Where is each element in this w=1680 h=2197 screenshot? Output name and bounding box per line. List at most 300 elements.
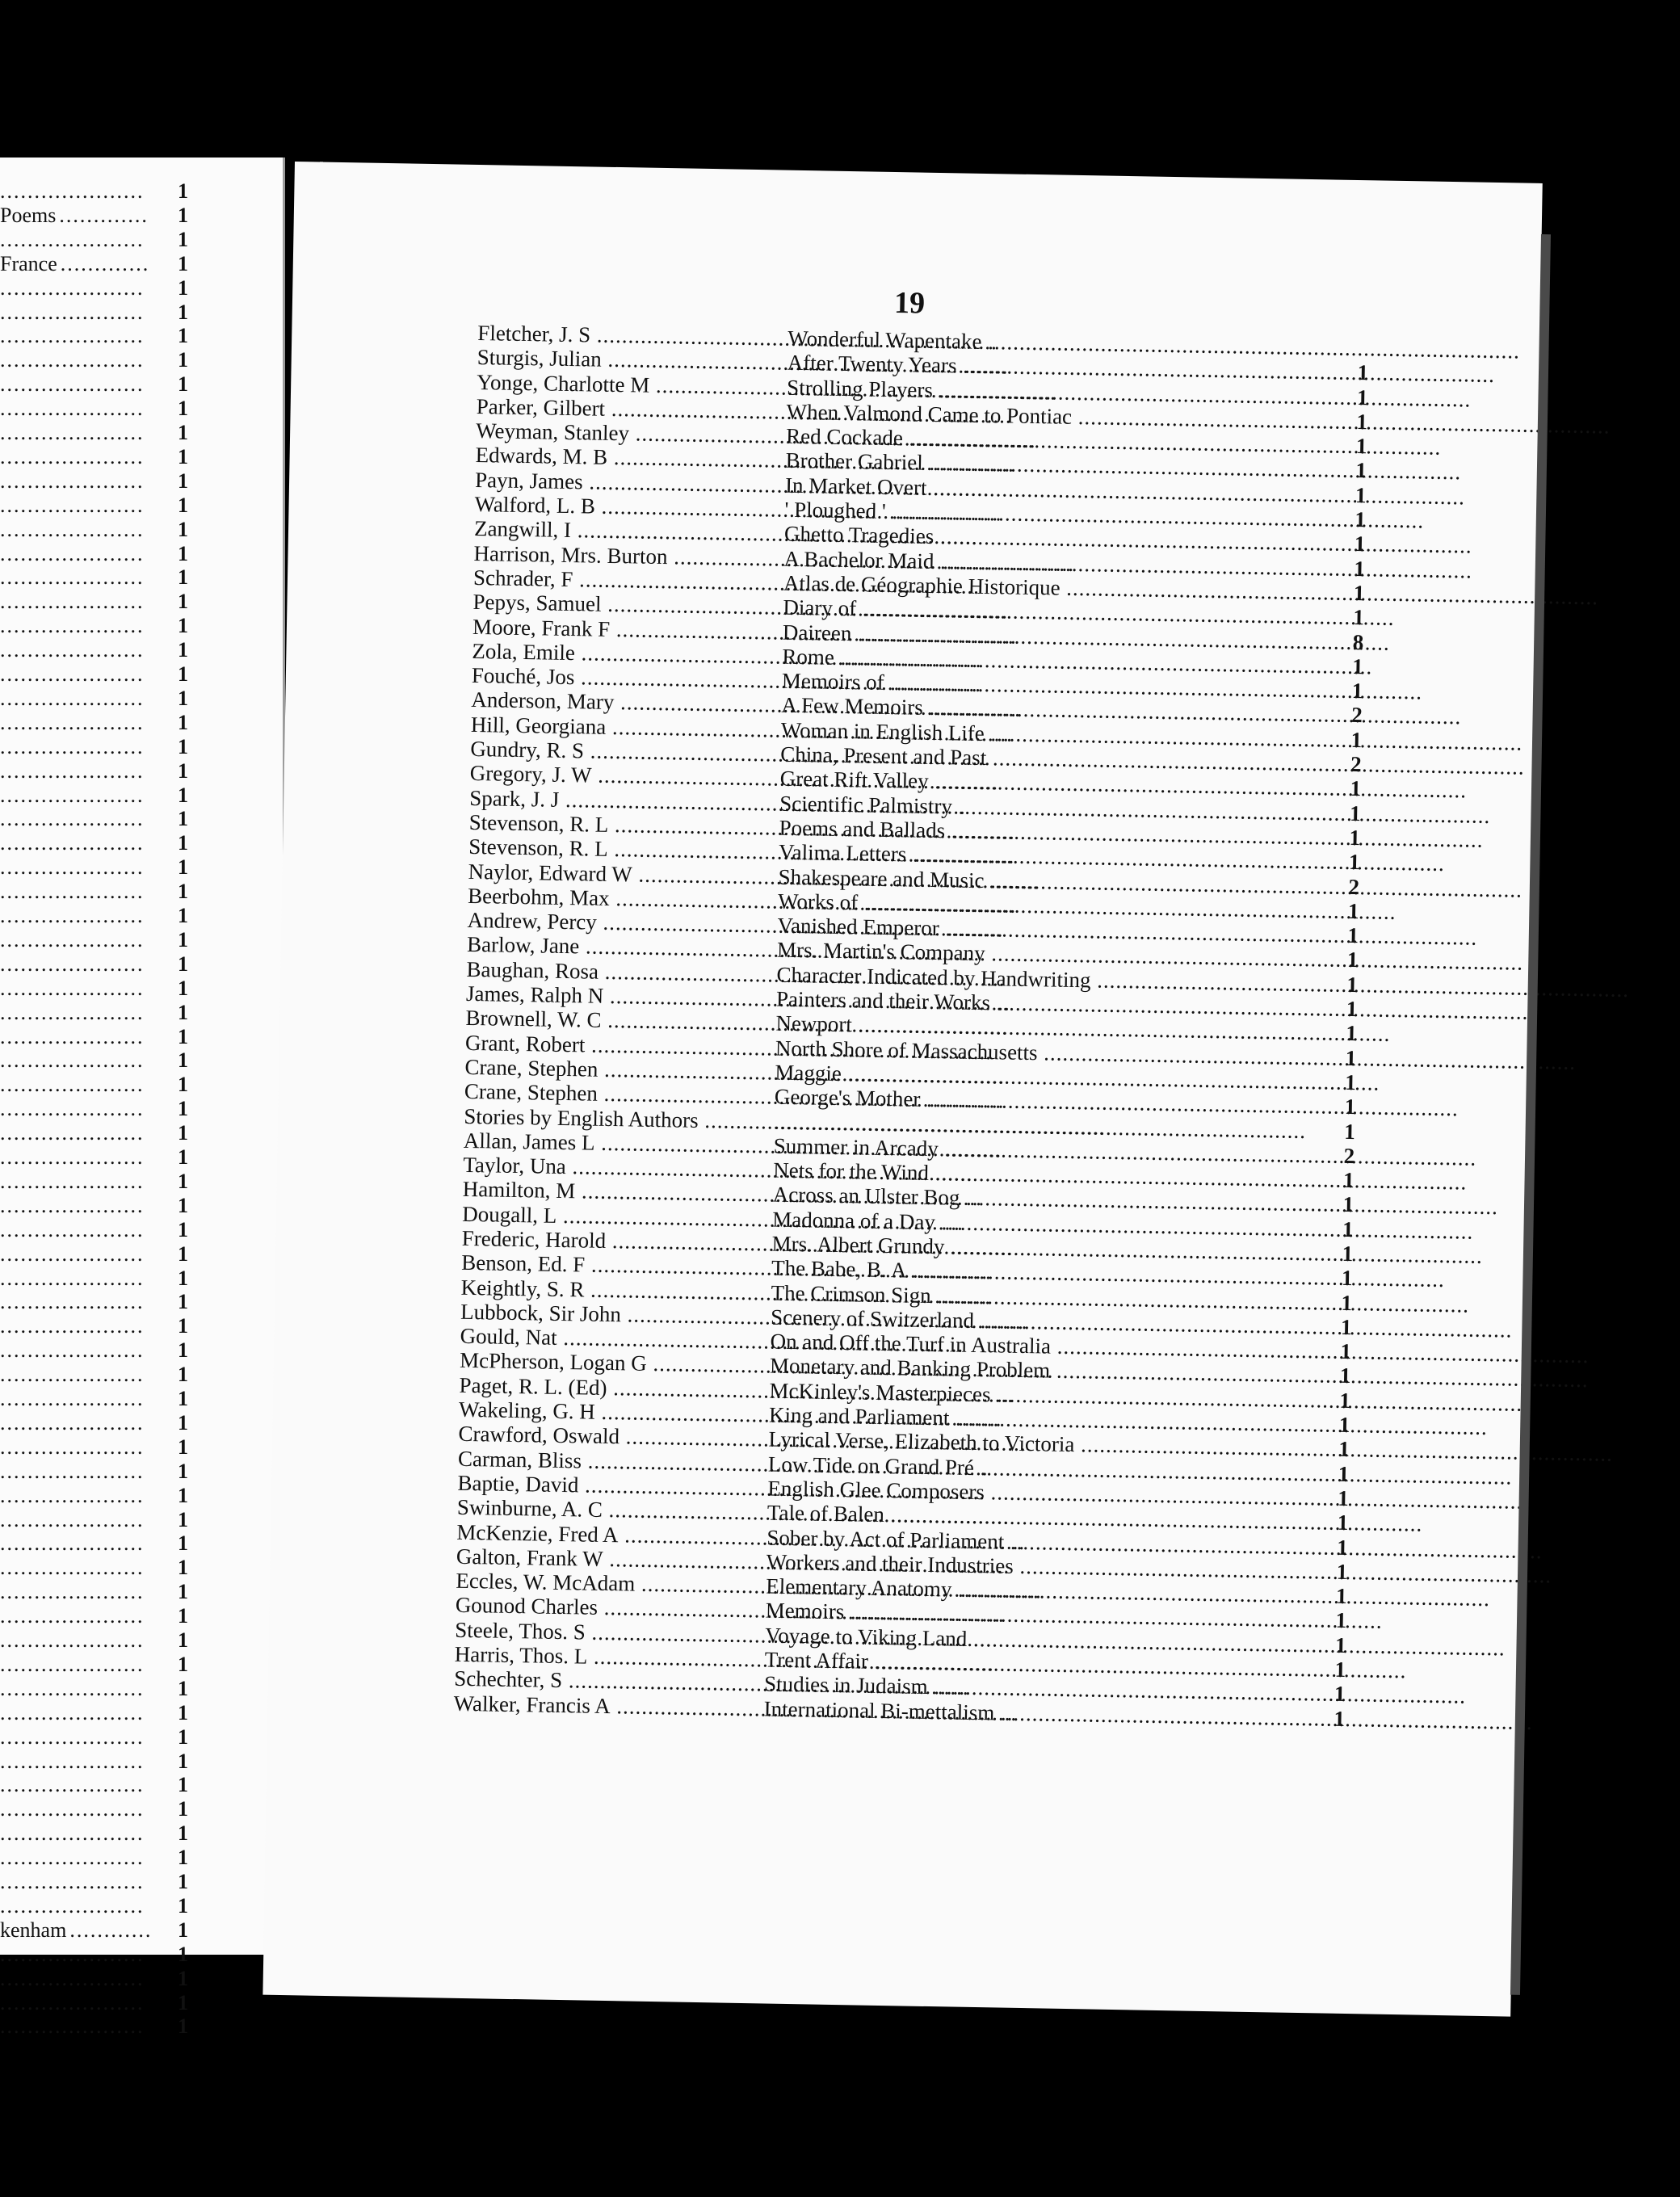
left-page-row (0, 1532, 283, 1555)
left-row-copies: 1 (178, 517, 188, 541)
left-row-copies: 1 (178, 1410, 188, 1435)
entry-copies: 1 (1342, 1241, 1354, 1267)
left-row-copies: 1 (178, 1507, 188, 1531)
left-page-row (0, 470, 283, 493)
left-row-leader: ..................... (0, 1507, 145, 1531)
entry-copies: 1 (1356, 384, 1368, 410)
left-row-leader: ..................... (0, 1363, 145, 1387)
entry-author: Gregory, J. W ..... (470, 761, 777, 791)
left-row-leader: ..................... (0, 324, 145, 348)
left-row-leader: ..................... (0, 517, 145, 541)
entry-title: Red Cockade ..... (786, 424, 1343, 458)
left-row-copies: 1 (178, 1846, 188, 1870)
left-row-leader: ..................... (0, 1652, 145, 1676)
left-row-leader: ..................... (0, 783, 145, 807)
left-row-copies: 1 (178, 1290, 188, 1314)
left-row-copies: 1 (178, 324, 188, 348)
left-row-copies: 1 (178, 468, 188, 493)
left-row-leader: ..................... (0, 1024, 145, 1048)
entry-author: Baughan, Rosa ..... (466, 957, 773, 987)
left-row-copies: 1 (178, 662, 188, 686)
left-row-copies: 1 (178, 758, 188, 783)
left-row-copies: 1 (178, 1580, 188, 1604)
left-row-leader: ..................... (0, 927, 145, 951)
entry-copies: 1 (1346, 947, 1359, 972)
left-page-row (0, 1388, 283, 1410)
entry-copies: 1 (1336, 1559, 1348, 1584)
left-page-row (0, 615, 283, 637)
entry-title: George's Mother ..... (775, 1085, 1332, 1119)
left-row-leader: ..................... (0, 1217, 145, 1241)
left-page-row (0, 1653, 283, 1676)
entry-copies: 1 (1354, 482, 1367, 507)
left-row-leader: ..................... (0, 565, 145, 590)
left-row-leader: ..................... (0, 710, 145, 734)
left-row-leader: ..................... (0, 1387, 145, 1410)
left-row-copies: 1 (178, 734, 188, 758)
left-row-copies: 1 (178, 397, 188, 421)
left-row-leader: ..................... (0, 976, 145, 1000)
left-row-leader: ..................... (0, 1048, 145, 1073)
left-page-row (0, 1509, 283, 1531)
left-row-leader: ..................... (0, 541, 145, 565)
entry-copies: 1 (1356, 409, 1368, 435)
left-row-leader: ..................... (0, 855, 145, 880)
left-page-row (0, 880, 283, 903)
left-page-row (0, 832, 283, 855)
left-row-leader: ..................... (0, 1990, 145, 2014)
entry-title: Studies in Judaism ..... (764, 1672, 1321, 1706)
entry-copies: 1 (1349, 825, 1361, 851)
entry-copies: 1 (1335, 1608, 1347, 1633)
entry-author: Parker, Gilbert ..... (476, 394, 783, 424)
left-page-row (0, 1750, 283, 1773)
left-page-row (0, 519, 283, 541)
left-row-leader: ..................... (0, 1580, 145, 1604)
left-page-row (0, 1702, 283, 1724)
entry-title: Tale of Balen ..... (767, 1501, 1325, 1535)
entry-author: Andrew, Percy ..... (467, 908, 774, 938)
left-row-leader: ..................... (0, 1700, 145, 1724)
left-page-row (0, 1026, 283, 1048)
left-row-copies: 1 (178, 300, 188, 324)
entry-copies: 1 (1342, 1192, 1354, 1217)
entry-copies: 1 (1346, 972, 1359, 997)
entry-author: Stevenson, R. L ..... (468, 834, 775, 864)
left-row-copies: 1 (178, 1338, 188, 1363)
left-page-row (0, 953, 283, 976)
left-page-row (0, 422, 283, 444)
left-row-leader: ..................... (0, 1121, 145, 1145)
left-row-leader: ..................... (0, 444, 145, 468)
entry-title: After Twenty Years ..... (787, 351, 1344, 384)
left-page-row (0, 1243, 283, 1266)
entry-author: James, Ralph N ..... (466, 981, 773, 1011)
entry-author: Crane, Stephen ..... (464, 1055, 771, 1085)
entry-title: Valima Letters ..... (779, 840, 1336, 874)
left-page-row (0, 687, 283, 710)
left-row-leader: ..................... (0, 1604, 145, 1628)
left-page-row (0, 1049, 283, 1072)
left-row-copies: 1 (178, 807, 188, 831)
left-page-row (0, 1774, 283, 1796)
left-facing-page (0, 158, 285, 2039)
left-row-leader: ..................... (0, 397, 145, 421)
entry-copies: 2 (1350, 703, 1363, 728)
left-row-leader: ..................... (0, 1749, 145, 1773)
right-page (262, 162, 1542, 2017)
left-page-row (0, 1436, 283, 1459)
left-page-row (0, 349, 283, 372)
left-page-row (0, 1895, 283, 1918)
left-row-leader: ..................... (0, 1169, 145, 1193)
entry-title: Vanished Emperor ..... (777, 914, 1334, 947)
entry-title: When Valmond Came to Pontiac ..... (786, 400, 1343, 434)
left-row-leader: ..................... (0, 179, 145, 203)
entry-author: Baptie, David ..... (457, 1471, 764, 1501)
entry-author: Swinburne, A. C ..... (457, 1495, 764, 1525)
entry-title: Maggie ..... (775, 1060, 1332, 1094)
left-page-row (0, 712, 283, 734)
left-row-leader: ............ (69, 1918, 153, 1942)
left-row-copies: 1 (178, 855, 188, 880)
left-row-copies: 1 (178, 686, 188, 710)
entry-title: A Bachelor Maid ..... (783, 546, 1341, 580)
entry-title: McKinley's Masterpieces ..... (769, 1378, 1326, 1412)
left-row-leader: ..................... (0, 614, 145, 638)
entry-title: Great Rift Valley ..... (779, 767, 1337, 800)
left-row-leader: ..................... (0, 1797, 145, 1821)
left-row-copies: 1 (178, 1628, 188, 1652)
left-row-leader: ............. (59, 203, 149, 227)
entry-copies: 1 (1354, 556, 1366, 581)
left-row-copies: 1 (178, 927, 188, 951)
left-page-row (0, 760, 283, 783)
entry-title: ' Ploughed ' ..... (784, 498, 1342, 531)
left-page-row (0, 1291, 283, 1313)
entry-title: Summer in Arcady ..... (774, 1133, 1331, 1167)
left-row-copies: 1 (178, 1773, 188, 1797)
left-page-row (0, 1992, 283, 2014)
entry-author: Stories by English Authors ..... (464, 1103, 771, 1133)
left-row-copies: 1 (178, 1724, 188, 1749)
left-row-leader: ..................... (0, 831, 145, 855)
left-row-copies: 1 (178, 203, 188, 227)
left-page-row (0, 1267, 283, 1290)
left-page-row (0, 1943, 283, 1966)
entry-copies: 1 (1338, 1461, 1350, 1486)
entry-title: The Babe, B. A ..... (771, 1256, 1329, 1290)
left-row-copies: 1 (178, 1821, 188, 1846)
left-row-leader: ..................... (0, 807, 145, 831)
left-row-leader: ..................... (0, 1628, 145, 1652)
left-page-row (0, 1098, 283, 1120)
left-row-leader: ..................... (0, 1773, 145, 1797)
left-row-copies: 1 (178, 251, 188, 275)
left-row-text: France (0, 251, 57, 275)
left-row-text: Poems (0, 203, 57, 227)
left-row-copies: 1 (178, 565, 188, 590)
entry-author: Harris, Thos. L ..... (455, 1642, 762, 1672)
entry-copies: 1 (1352, 653, 1364, 679)
entry-title: Madonna of a Day ..... (772, 1207, 1329, 1241)
left-row-leader: ..................... (0, 227, 145, 251)
entry-author: McPherson, Logan G ..... (460, 1348, 766, 1378)
left-row-copies: 1 (178, 1990, 188, 2014)
entry-title: Mrs. Albert Grundy ..... (771, 1232, 1329, 1266)
left-page-row (0, 1485, 283, 1507)
left-page-row (0, 1122, 283, 1145)
left-page-row (0, 373, 283, 396)
entry-title: Shakespeare and Music ..... (778, 864, 1335, 898)
entry-author: Walford, L. B ..... (474, 492, 781, 522)
entry-author: McKenzie, Fred A ..... (456, 1519, 763, 1549)
entry-author: Yonge, Charlotte M ..... (477, 370, 783, 400)
left-page-row (0, 856, 283, 879)
entry-copies: 1 (1338, 1412, 1350, 1438)
left-row-copies: 1 (178, 1217, 188, 1241)
entry-title: Poems and Ballads ..... (779, 816, 1336, 850)
entry-author: Gundry, R. S ..... (470, 737, 777, 767)
entry-author: Keightly, S. R ..... (460, 1275, 767, 1304)
entry-copies: 1 (1346, 996, 1358, 1022)
left-row-leader: ..................... (0, 2014, 145, 2039)
left-row-copies: 1 (178, 976, 188, 1000)
entry-author: Galton, Frank W ..... (456, 1544, 763, 1574)
left-row-leader: ..................... (0, 904, 145, 927)
left-page-row (0, 977, 283, 1000)
left-page-row (0, 1629, 283, 1652)
left-row-leader: ..................... (0, 1966, 145, 1990)
left-row-copies: 1 (178, 1145, 188, 1169)
entry-title: Brother Gabriel ..... (785, 448, 1342, 482)
left-row-copies: 1 (178, 1363, 188, 1387)
left-row-copies: 1 (178, 1241, 188, 1266)
left-page-row (0, 1605, 283, 1628)
entry-author: Dougall, L ..... (462, 1202, 769, 1232)
entry-title: On and Off the Turf in Australia ..... (770, 1330, 1327, 1363)
entry-author: Lubbock, Sir John ..... (460, 1300, 767, 1330)
left-row-leader: ..................... (0, 1290, 145, 1314)
entry-copies: 1 (1337, 1510, 1349, 1535)
entry-title: Memoirs of ..... (782, 669, 1339, 703)
left-row-leader: ..................... (0, 1073, 145, 1097)
left-row-copies: 1 (178, 1000, 188, 1024)
entry-author: Schrader, F ..... (473, 565, 780, 595)
left-row-leader: ..................... (0, 758, 145, 783)
left-row-copies: 1 (178, 1652, 188, 1676)
left-row-copies: 1 (178, 1459, 188, 1483)
left-row-copies: 1 (178, 1966, 188, 1990)
left-row-leader: ..................... (0, 1314, 145, 1338)
entry-copies: 1 (1334, 1657, 1346, 1682)
entry-title: Character Indicated by Handwriting ..... (776, 962, 1334, 996)
left-row-copies: 1 (178, 614, 188, 638)
left-row-leader: ..................... (0, 1724, 145, 1749)
left-row-copies: 1 (178, 1193, 188, 1217)
entry-author: Frederic, Harold ..... (462, 1226, 769, 1256)
left-page-row (0, 543, 283, 565)
left-row-leader: ..................... (0, 421, 145, 444)
left-page-row (0, 1846, 283, 1869)
left-page-row (0, 1170, 283, 1193)
entry-author: Walker, Francis A ..... (453, 1691, 760, 1720)
entry-author: Crawford, Oswald ..... (458, 1422, 765, 1451)
entry-title: Lyrical Verse, Elizabeth to Victoria ..... (768, 1427, 1325, 1461)
entry-copies: 1 (1347, 923, 1359, 948)
left-page-row (0, 1002, 283, 1024)
entry-author: Gould, Nat ..... (460, 1324, 766, 1354)
entry-copies: 1 (1338, 1485, 1350, 1510)
left-row-copies: 1 (178, 590, 188, 614)
entry-author: Eccles, W. McAdam ..... (456, 1569, 762, 1598)
left-page-row (0, 2015, 283, 2038)
left-row-copies: 1 (178, 783, 188, 807)
left-page-row (0, 1363, 283, 1386)
left-page-row (0, 1822, 283, 1845)
entry-copies: 1 (1336, 1535, 1349, 1560)
entry-copies: 1 (1353, 605, 1365, 630)
left-row-copies: 1 (178, 227, 188, 251)
left-row-copies: 1 (178, 710, 188, 734)
left-page-row (0, 229, 283, 251)
left-row-copies: 1 (178, 1556, 188, 1580)
entry-copies: 1 (1342, 1216, 1354, 1241)
entry-copies: 1 (1347, 898, 1359, 923)
left-row-leader: ..................... (0, 1870, 145, 1893)
left-page-row (0, 277, 283, 300)
left-page-row (0, 1219, 283, 1241)
left-row-leader: ..................... (0, 1893, 145, 1918)
entry-title: Works of ..... (778, 888, 1335, 922)
left-page-row (0, 590, 283, 613)
left-row-leader: ..................... (0, 1338, 145, 1363)
entry-copies: 1 (1354, 531, 1366, 557)
entry-title: Newport ..... (775, 1011, 1333, 1045)
left-row-leader: ..................... (0, 372, 145, 397)
left-row-copies: 1 (178, 2014, 188, 2039)
entry-title: Mrs. Martin's Company ..... (777, 938, 1334, 972)
left-page-row (0, 1678, 283, 1700)
left-row-leader: ............. (60, 251, 150, 275)
left-row-copies: 1 (178, 372, 188, 397)
entry-copies: 1 (1348, 850, 1360, 875)
left-row-leader: ..................... (0, 1676, 145, 1700)
left-page-row (0, 1798, 283, 1821)
entry-author: Zola, Emile ..... (472, 639, 779, 669)
entry-title: Monetary and Banking Problem ..... (770, 1354, 1327, 1388)
left-row-leader: ..................... (0, 1097, 145, 1121)
left-row-leader: ..................... (0, 590, 145, 614)
entry-copies: 1 (1344, 1094, 1356, 1120)
entry-copies: 1 (1355, 434, 1367, 459)
entry-author: Payn, James ..... (475, 468, 782, 498)
left-page-row (0, 1871, 283, 1893)
entry-author: Zangwill, I ..... (474, 516, 781, 546)
left-page-row (0, 639, 283, 662)
left-row-leader: ..................... (0, 275, 145, 300)
left-row-copies: 1 (178, 1483, 188, 1507)
left-row-copies: 1 (178, 275, 188, 300)
left-row-leader: ..................... (0, 880, 145, 904)
entry-title: Nets for the Wind ..... (773, 1158, 1330, 1192)
left-row-leader: ..................... (0, 662, 145, 686)
entry-copies: 1 (1350, 727, 1363, 752)
entry-title: China, Present and Past ..... (780, 742, 1338, 776)
left-row-copies: 1 (178, 1266, 188, 1290)
left-row-leader: ..................... (0, 1846, 145, 1870)
left-row-copies: 1 (178, 1942, 188, 1966)
left-row-copies: 1 (178, 1048, 188, 1073)
entry-copies: 1 (1334, 1682, 1346, 1707)
entry-author: Allan, James L ..... (464, 1128, 771, 1158)
left-row-leader: ..................... (0, 1241, 145, 1266)
entry-author: Brownell, W. C ..... (465, 1006, 772, 1035)
left-page-row (0, 736, 283, 758)
entry-title: Trent Affair ..... (764, 1647, 1321, 1681)
left-page-row (0, 1460, 283, 1483)
left-row-copies: 1 (178, 541, 188, 565)
entry-author: Sturgis, Julian ..... (477, 345, 784, 375)
left-page-row (0, 397, 283, 420)
left-row-copies: 1 (178, 179, 188, 203)
left-row-copies: 1 (178, 1604, 188, 1628)
entry-copies: 1 (1346, 1021, 1358, 1046)
entry-author: Wakeling, G. H ..... (459, 1397, 766, 1427)
left-row-leader: ..................... (0, 348, 145, 372)
left-page-row (0, 1339, 283, 1362)
entry-author: Spark, J. J ..... (469, 786, 776, 816)
left-row-copies: 1 (178, 1676, 188, 1700)
left-page-row (0, 1919, 283, 1942)
left-row-copies: 1 (178, 1435, 188, 1459)
entry-copies: 1 (1339, 1388, 1351, 1413)
entry-copies: 1 (1350, 776, 1362, 801)
entry-author: Moore, Frank F ..... (472, 614, 779, 644)
entry-title: Voyage to Viking Land ..... (765, 1623, 1322, 1657)
entry-copies: 1 (1341, 1266, 1353, 1291)
entry-author: Stevenson, R. L ..... (468, 810, 775, 840)
left-row-leader: ..................... (0, 1145, 145, 1169)
entry-author: Weyman, Stanley ..... (476, 418, 783, 448)
left-row-copies: 1 (178, 1893, 188, 1918)
left-page-row (0, 253, 283, 275)
left-row-copies: 1 (178, 1870, 188, 1893)
entry-copies: 1 (1357, 360, 1369, 385)
left-row-copies: 1 (178, 1314, 188, 1338)
left-row-text: kenham (0, 1918, 67, 1942)
entry-copies: 1 (1335, 1583, 1347, 1609)
left-row-copies: 1 (178, 1918, 188, 1942)
left-page-row (0, 905, 283, 927)
entry-title: A Few Memoirs ..... (781, 693, 1338, 727)
left-page-row (0, 1195, 283, 1217)
entry-copies: 2 (1350, 751, 1362, 777)
left-page-row (0, 325, 283, 347)
entry-copies: 2 (1343, 1143, 1355, 1168)
entry-title: Scientific Palmistry ..... (779, 791, 1337, 825)
left-page-row (0, 180, 283, 203)
entry-author: Steele, Thos. S ..... (455, 1617, 762, 1647)
entry-title: Scenery of Switzerland ..... (771, 1304, 1328, 1338)
left-row-leader: ..................... (0, 734, 145, 758)
left-row-copies: 1 (178, 880, 188, 904)
entry-copies: 1 (1351, 678, 1363, 704)
left-row-copies: 1 (178, 1097, 188, 1121)
left-row-copies: 1 (178, 493, 188, 517)
left-row-copies: 1 (178, 444, 188, 468)
entry-copies: 1 (1343, 1119, 1356, 1144)
